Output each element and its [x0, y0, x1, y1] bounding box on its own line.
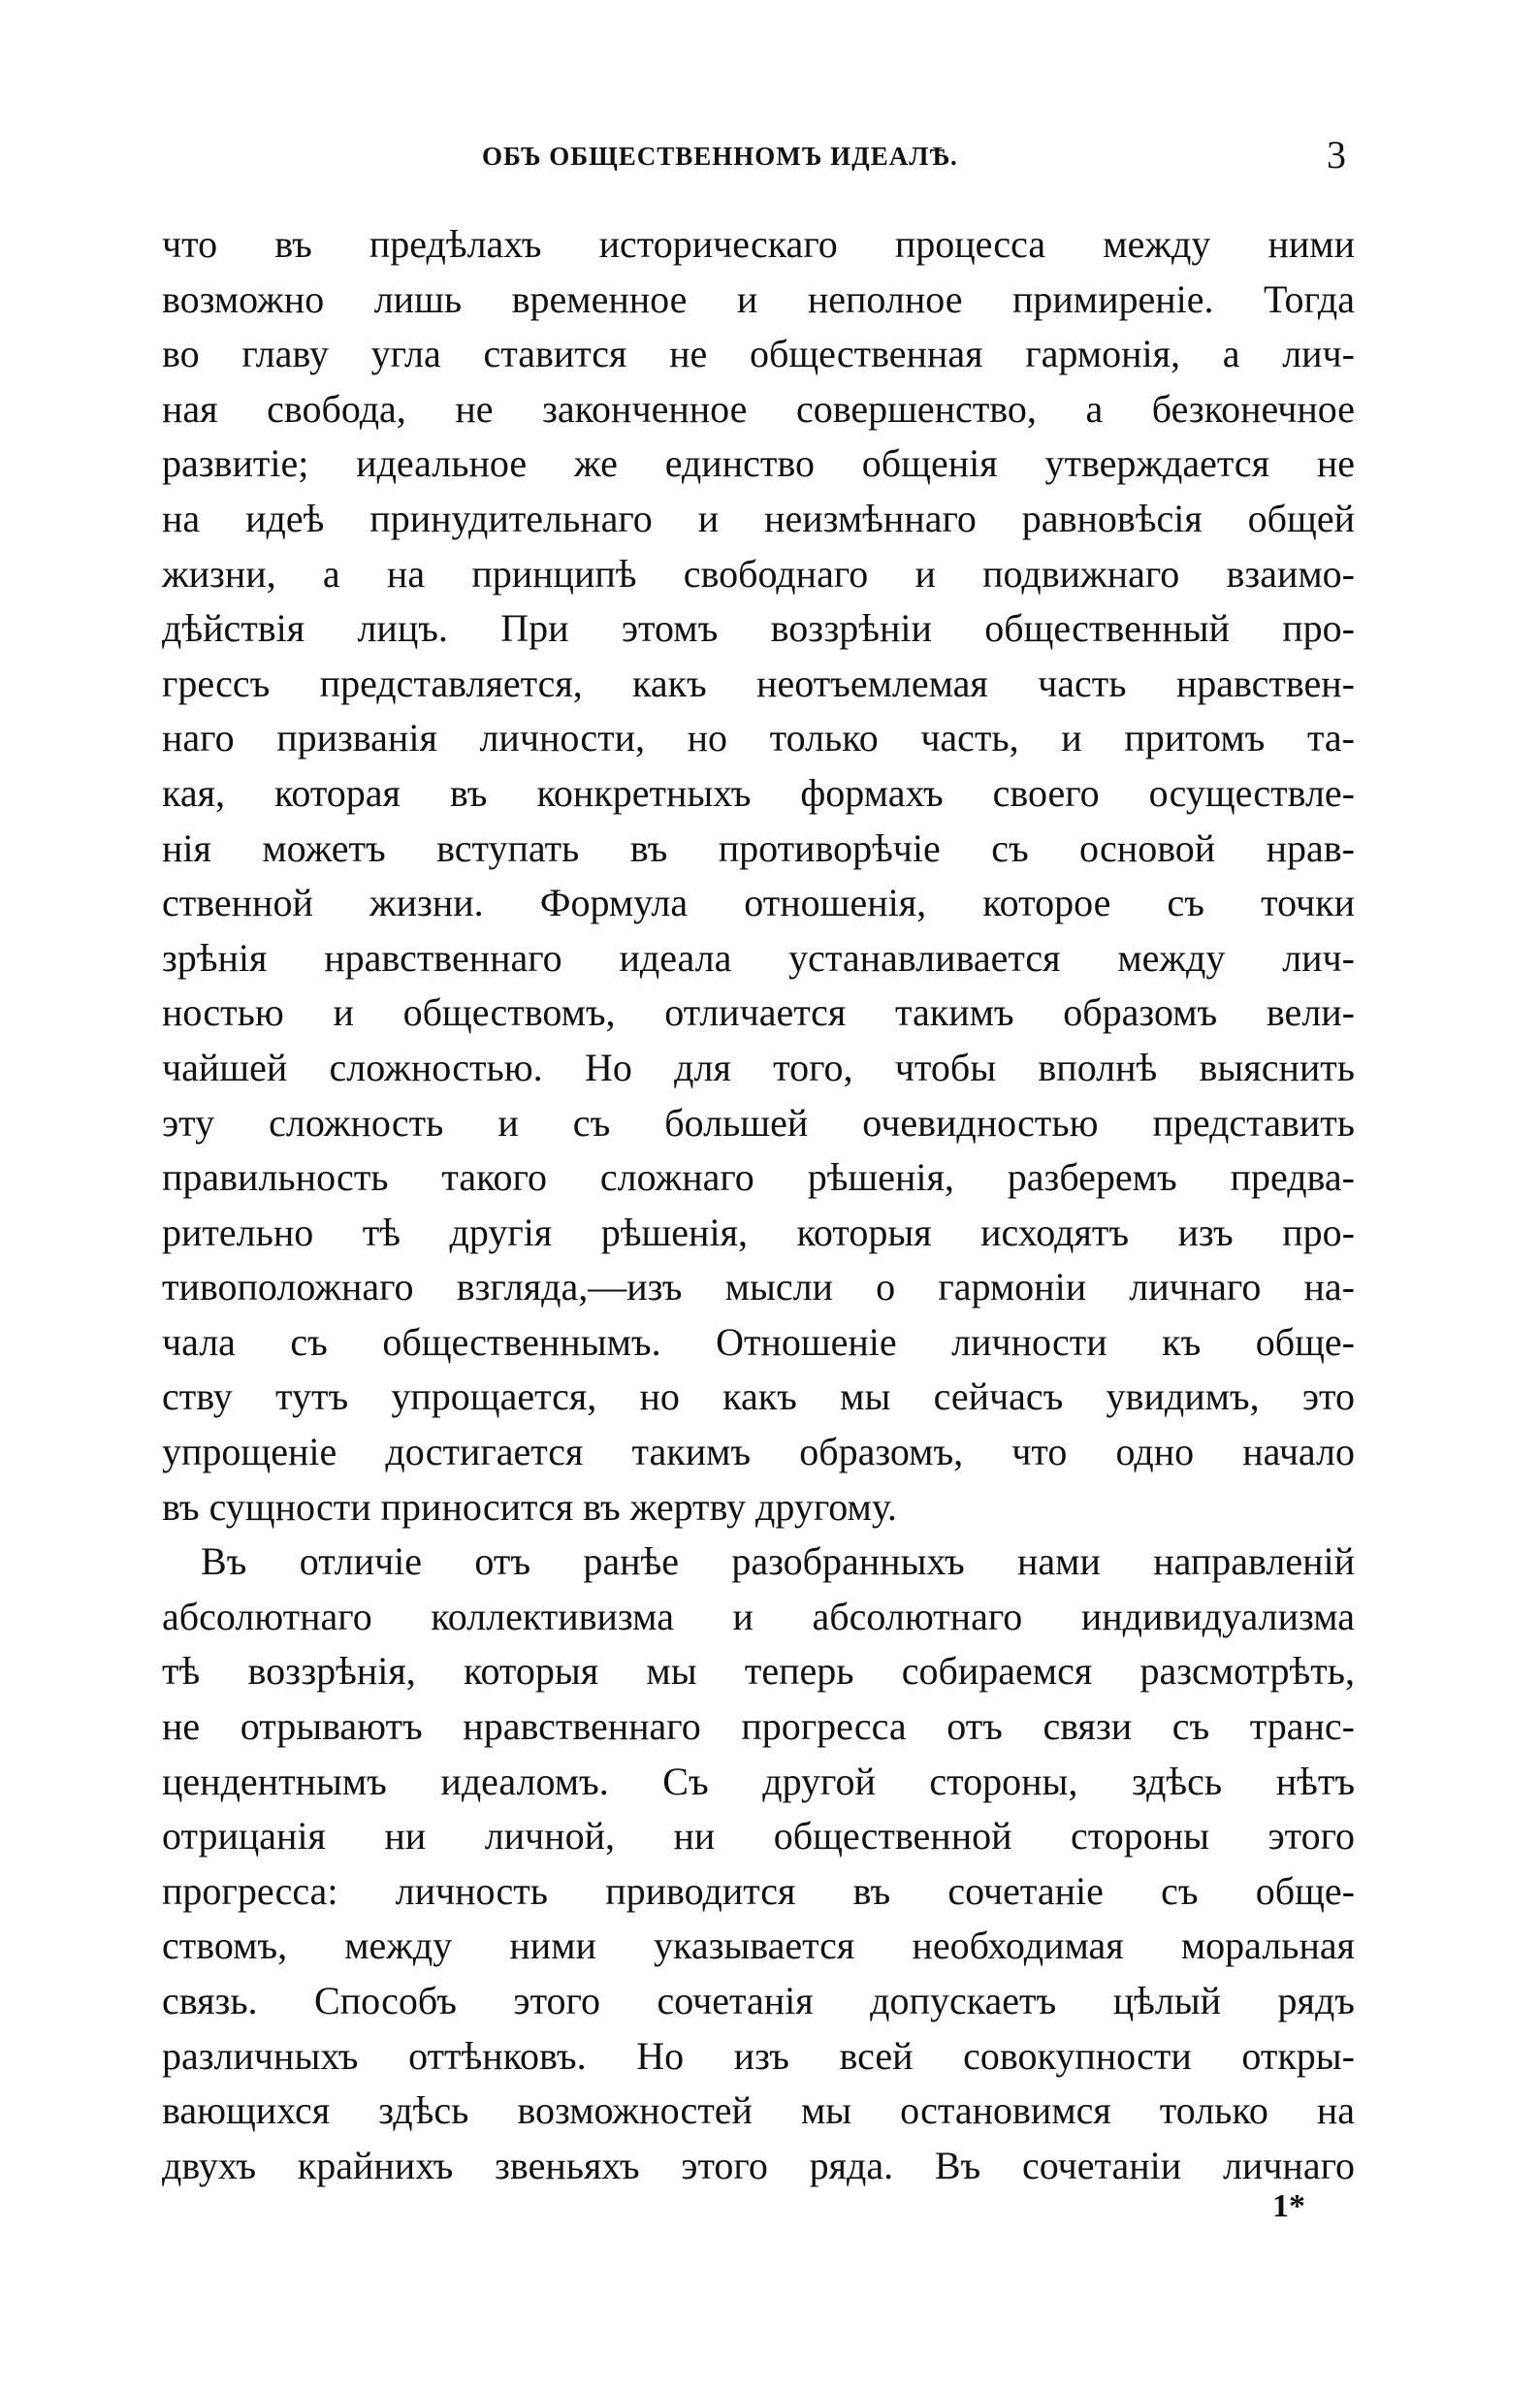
text-line: прогресса: личность приводится въ сочетаніе съ обще- — [162, 1868, 1355, 1913]
paragraph — [162, 1535, 1355, 2193]
text-line: ству тутъ упрощается, но какъ мы сейчасъ увидимъ, это — [162, 1374, 1355, 1419]
text-line: на идеѣ принудительнаго и неизмѣннаго равновѣсія общей — [162, 496, 1355, 540]
text-line: тивоположнаго взгляда,—изъ мысли о гармоніи личнаго на- — [162, 1265, 1355, 1309]
text-line: зрѣнія нравственнаго идеала устанавливается между лич- — [162, 935, 1355, 980]
text-line: развитіе; идеальное же единство общенія утверждается не — [162, 441, 1355, 486]
text-line: вающихся здѣсь возможностей мы остановимся только на — [162, 2088, 1355, 2133]
text-line: ственной жизни. Формула отношенія, которое съ точки — [162, 881, 1355, 925]
text-line: возможно лишь временное и неполное примиреніе. Тогда — [162, 276, 1355, 321]
text-line: различныхъ оттѣнковъ. Но изъ всей совокупности откры- — [162, 2033, 1355, 2078]
text-line: упрощеніе достигается такимъ образомъ, что одно начало — [162, 1430, 1355, 1474]
text-line: эту сложность и съ большей очевидностью представить — [162, 1100, 1355, 1145]
text-line: тѣ воззрѣнія, которыя мы теперь собираемся разсмотрѣть, — [162, 1649, 1355, 1694]
text-line: не отрываютъ нравственнаго прогресса отъ связи съ транс- — [162, 1704, 1355, 1749]
text-line: въ сущности приносится въ жертву другому. — [162, 1484, 897, 1529]
text-line: ная свобода, не законченное совершенство, а безконечное — [162, 386, 1355, 431]
text-line: наго призванія личности, но только часть, и притомъ та- — [162, 716, 1355, 760]
text-line: во главу угла ставится не общественная гармонія, а лич- — [162, 332, 1355, 376]
text-line: ствомъ, между ними указывается необходимая моральная — [162, 1923, 1355, 1968]
text-line: нія можетъ вступать въ противорѣчіе съ основой нрав- — [162, 825, 1355, 870]
paragraph — [162, 217, 1355, 1535]
text-line: кая, которая въ конкретныхъ формахъ своего осуществле- — [162, 770, 1355, 815]
signature-mark: 1* — [1272, 2188, 1305, 2224]
text-line: дѣйствія лицъ. При этомъ воззрѣніи общественный про- — [162, 606, 1355, 651]
text-line: чала съ общественнымъ. Отношеніе личности къ обще- — [162, 1319, 1355, 1364]
running-head: ОБЪ ОБЩЕСТВЕННОМЪ ИДЕАЛѢ. — [482, 142, 958, 171]
text-line: ностью и обществомъ, отличается такимъ образомъ вели- — [162, 990, 1355, 1035]
text-line: правильность такого сложнаго рѣшенія, разберемъ предва- — [162, 1155, 1355, 1200]
text-line: рительно тѣ другія рѣшенія, которыя исходятъ изъ про- — [162, 1210, 1355, 1254]
text-line: цендентнымъ идеаломъ. Съ другой стороны, здѣсь нѣтъ — [162, 1759, 1355, 1803]
text-line: чайшей сложностью. Но для того, чтобы вполнѣ выяснить — [162, 1045, 1355, 1089]
text-line: связь. Способъ этого сочетанія допускаетъ цѣлый рядъ — [162, 1979, 1355, 2022]
text-line: абсолютнаго коллективизма и абсолютнаго индивидуализма — [162, 1594, 1355, 1638]
text-line: отрицанія ни личной, ни общественной стороны этого — [162, 1814, 1355, 1859]
text-line: Въ отличіе отъ ранѣе разобранныхъ нами направленій — [201, 1539, 1355, 1584]
text-line: что въ предѣлахъ историческаго процесса между ними — [162, 222, 1355, 266]
page-number: 3 — [1327, 133, 1346, 177]
text-line: грессъ представляется, какъ неотъемлемая часть нравствен- — [162, 661, 1355, 705]
text-line: жизни, а на принципѣ свободнаго и подвижнаго взаимо- — [162, 551, 1355, 596]
body-text — [162, 217, 1355, 2193]
text-line: двухъ крайнихъ звеньяхъ этого ряда. Въ сочетаніи личнаго — [162, 2143, 1355, 2187]
